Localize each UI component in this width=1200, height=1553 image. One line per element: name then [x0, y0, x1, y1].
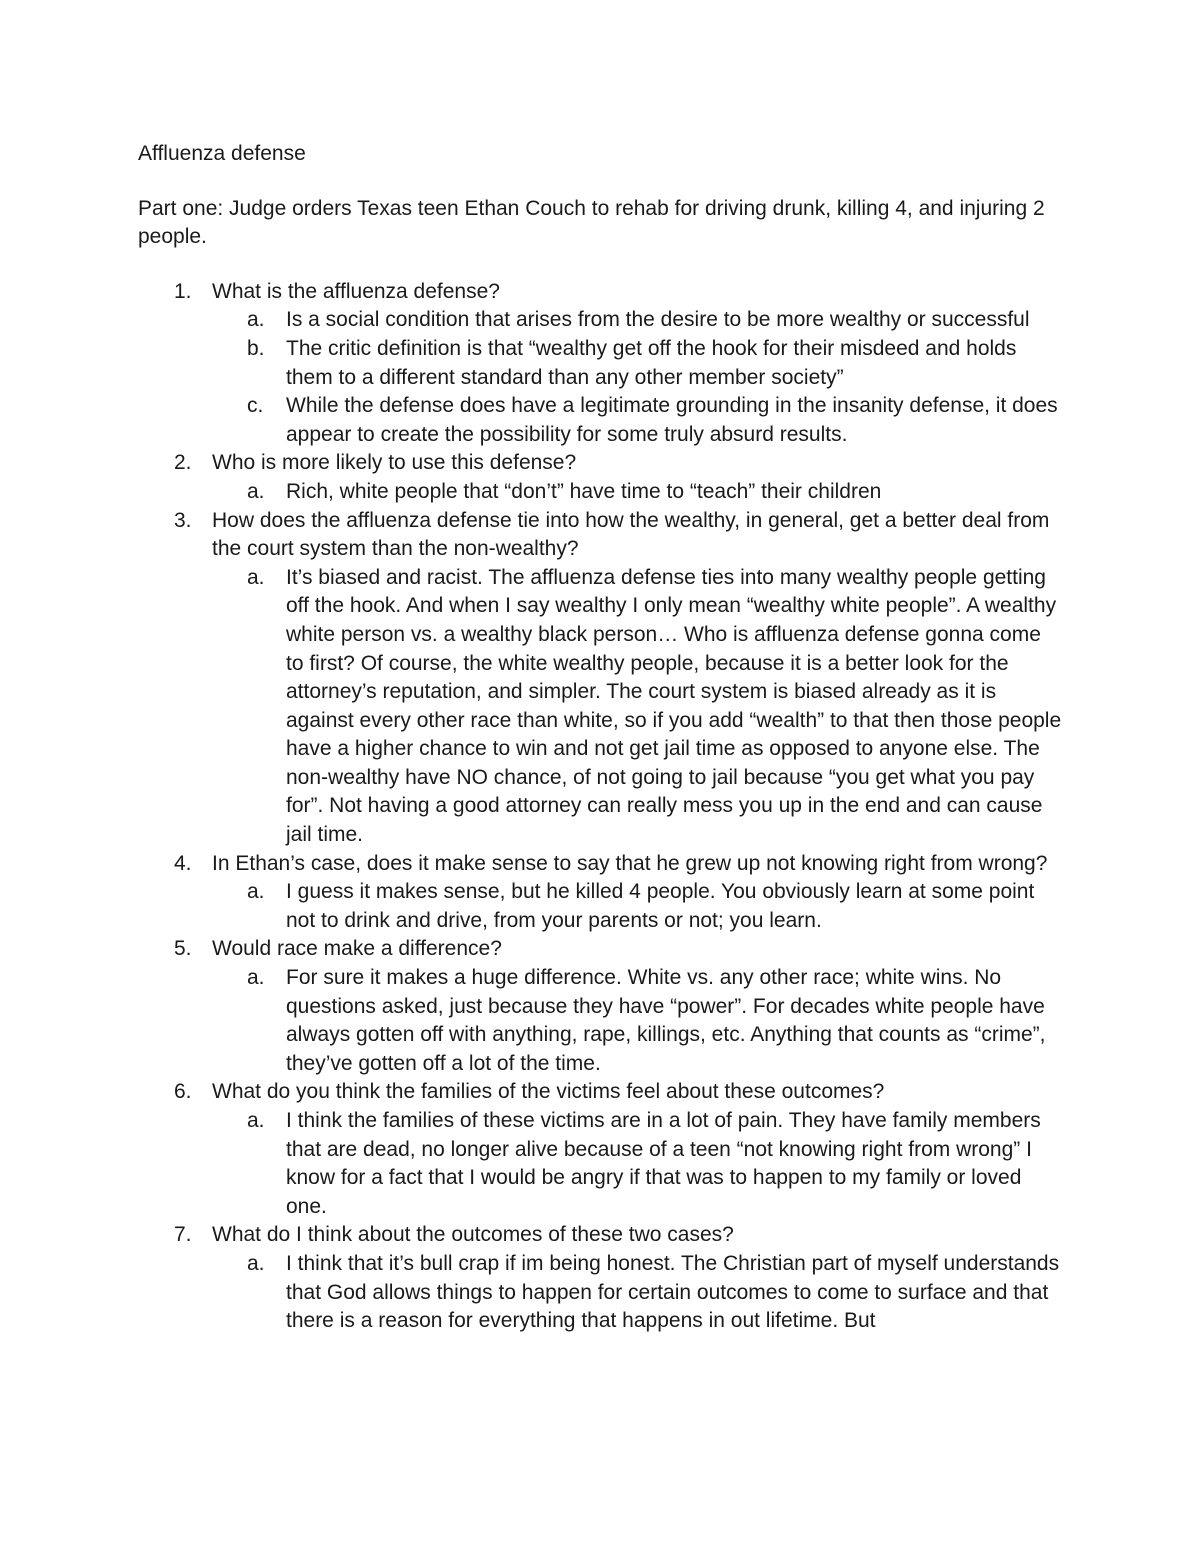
question-text: How does the affluenza defense tie into how the wealthy, in general, get a better deal from the court system than the non-wealthy? — [212, 508, 1050, 561]
answer-letter: c. — [247, 394, 264, 418]
question-text: In Ethan’s case, does it make sense to say that he grew up not knowing right from wrong? — [212, 851, 1048, 875]
question-number: 4. — [174, 851, 192, 875]
answer-letter: a. — [247, 1251, 265, 1275]
question-text: What do I think about the outcomes of these two cases? — [212, 1223, 734, 1247]
question-item — [138, 935, 1063, 1078]
question-item — [138, 850, 1063, 936]
question-text: What do you think the families of the victims feel about these outcomes? — [212, 1080, 885, 1104]
question-number: 1. — [174, 279, 192, 303]
document-title: Affluenza defense — [138, 142, 306, 165]
answer-text: The critic definition is that “wealthy get off the hook for their misdeed and holds them to a different standard than any other member society” — [286, 336, 1017, 389]
answer-text: Rich, white people that “don’t” have time to “teach” their children — [286, 479, 882, 503]
question-number: 6. — [174, 1080, 192, 1104]
question-item — [138, 1221, 1063, 1335]
question-number: 2. — [174, 451, 192, 475]
question-item — [138, 449, 1063, 506]
answer-item — [212, 878, 1063, 935]
answer-text: While the defense does have a legitimate grounding in the insanity defense, it does appear to create the possibility for some truly absurd results. — [286, 394, 1058, 446]
answer-text: It’s biased and racist. The affluenza defense ties into many wealthy people getting off the hook. And when I say wealthy I only mean “wealthy white people”. A wealthy white person vs. a wealthy black person… Who is affluenza defense gonna come to first? Of course, the white wealthy people, because it is a better look for the attorney’s reputation, and simpler. The court system is biased already as it is against every other race than white, so if you add “wealth” to that then those people have a higher chance to win and not get jail time as opposed to anyone else. The non-wealthy have NO chance, of not going to jail because “you get what you pay for”. Not having a good attorney can really mess you up in the end and can cause jail time. — [286, 565, 1062, 847]
answer-letter: a. — [247, 1109, 265, 1132]
answer-item — [212, 964, 1063, 1078]
answer-text: For sure it makes a huge difference. White vs. any other race; white wins. No questions asked, just because they have “power”. For decades white people have always gotten off with anything, rape, killings, etc. Anything that counts as “crime”, they’ve gotten off a lot of the time. — [286, 966, 1046, 1075]
document-body — [138, 140, 1063, 1336]
question-number: 3. — [174, 508, 192, 532]
answer-list — [212, 564, 1063, 850]
part-heading: Part one: Judge orders Texas teen Ethan Couch to rehab for driving drunk, killing 4, and injuring 2 people. — [138, 196, 1045, 249]
answer-letter: b. — [247, 336, 265, 360]
answer-list — [212, 964, 1063, 1078]
question-number: 7. — [174, 1223, 192, 1247]
answer-letter: a. — [247, 966, 265, 990]
answer-letter: a. — [247, 880, 265, 904]
answer-text: I think the families of these victims are in a lot of pain. They have family members that are dead, no longer alive because of a teen “not knowing right from wrong” I know for a fact that I would be angry if that was to happen to my family or loved one. — [286, 1109, 1041, 1218]
answer-list — [212, 306, 1063, 449]
answer-letter: a. — [247, 565, 265, 589]
answer-letter: a. — [247, 479, 265, 503]
answer-list — [212, 1107, 1063, 1221]
answer-item — [212, 564, 1063, 850]
question-number: 5. — [174, 937, 192, 961]
answer-item — [212, 478, 1063, 507]
question-text: Would race make a difference? — [212, 937, 502, 961]
answer-item — [212, 1107, 1063, 1221]
answer-item — [212, 392, 1063, 449]
question-item — [138, 1078, 1063, 1221]
answer-text: I think that it’s bull crap if im being honest. The Christian part of myself understands that God allows things to happen for certain outcomes to come to surface and that there is a reason for everything that happens in out lifetime. But — [286, 1251, 1060, 1333]
answer-item — [212, 306, 1063, 335]
answer-letter: a. — [247, 308, 265, 332]
answer-text: Is a social condition that arises from the desire to be more wealthy or successful — [286, 308, 1030, 332]
answer-text: I guess it makes sense, but he killed 4 people. You obviously learn at some point not to drink and drive, from your parents or not; you learn. — [286, 880, 1035, 932]
question-text: What is the affluenza defense? — [212, 279, 500, 303]
question-item — [138, 278, 1063, 450]
answer-list — [212, 1250, 1063, 1336]
answer-item — [212, 335, 1063, 392]
answer-list — [212, 478, 1063, 507]
answer-item — [212, 1250, 1063, 1336]
question-text: Who is more likely to use this defense? — [212, 451, 577, 475]
question-item — [138, 507, 1063, 850]
question-list — [138, 278, 1063, 1336]
answer-list — [212, 878, 1063, 935]
